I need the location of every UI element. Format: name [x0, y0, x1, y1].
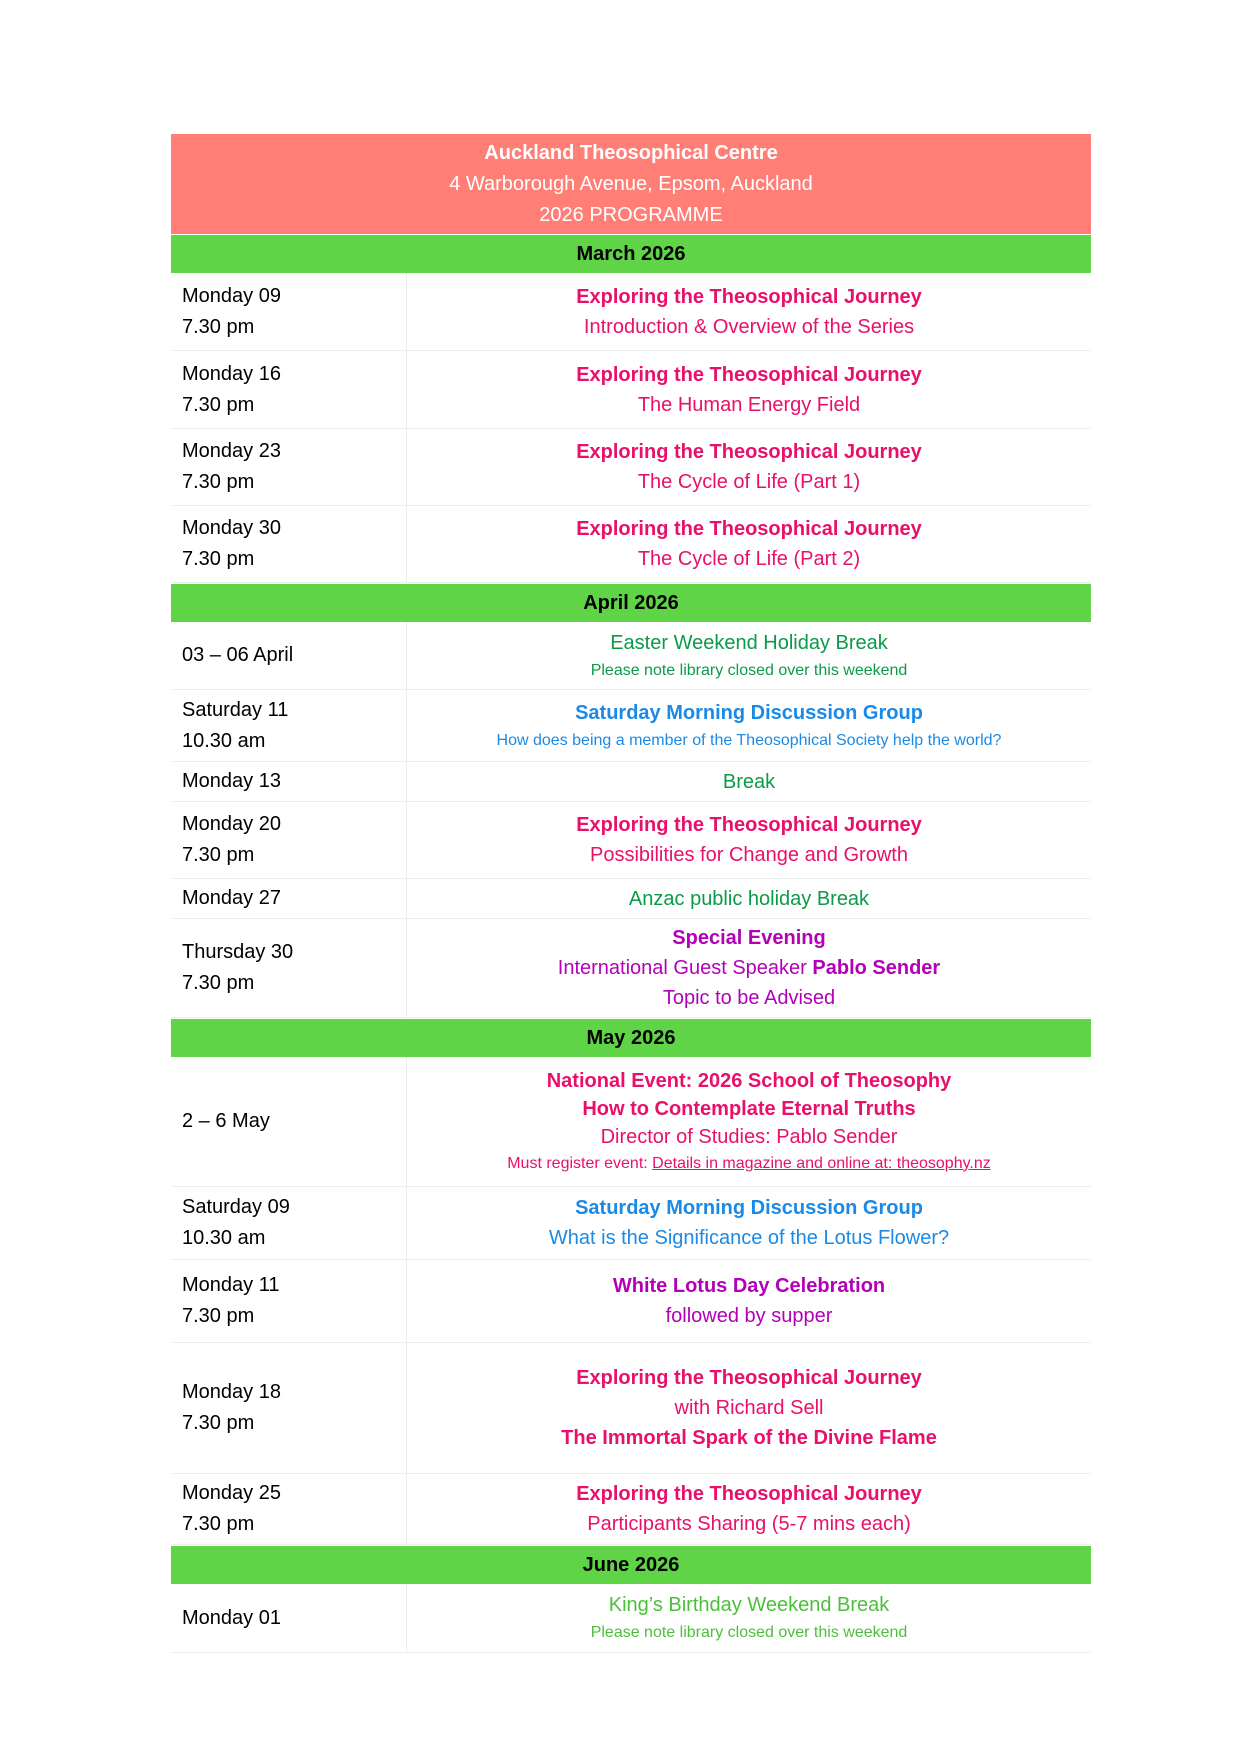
event-line	[613, 1271, 885, 1301]
event-line	[610, 628, 888, 658]
event-line	[591, 658, 908, 684]
month-header: March 2026	[171, 234, 1091, 273]
event-date-line: 10.30 am	[182, 729, 266, 752]
event-line	[609, 1590, 890, 1620]
event-details-cell	[407, 1057, 1091, 1186]
event-text: Introduction & Overview of the Series	[583, 315, 915, 338]
event-line	[629, 884, 869, 914]
event-date-cell	[171, 1260, 407, 1342]
event-line	[575, 698, 923, 728]
event-text: Director of Studies: Pablo Sender	[600, 1125, 898, 1148]
event-text: Please note library closed over this weekend	[590, 1624, 908, 1641]
event-text: followed by supper	[665, 1305, 833, 1327]
event-text: King’s Birthday Weekend Break	[608, 1594, 890, 1616]
event-text: National Event: 2026 School of Theosophy	[546, 1069, 952, 1092]
event-details-cell	[407, 1474, 1091, 1544]
event-line	[638, 467, 860, 497]
programme-table	[171, 134, 1091, 1653]
event-row	[171, 1343, 1091, 1474]
event-details-cell	[407, 1584, 1091, 1652]
event-date-line: Monday 09	[182, 284, 281, 307]
event-line	[576, 1363, 922, 1393]
event-date-line: 7.30 pm	[182, 471, 255, 493]
event-text: Anzac public holiday Break	[628, 887, 870, 910]
event-date-line: 7.30 pm	[182, 844, 255, 866]
event-line	[663, 983, 835, 1013]
event-details-cell	[407, 1187, 1091, 1259]
event-row	[171, 879, 1091, 919]
event-date-cell	[171, 762, 407, 801]
programme-title: 2026 PROGRAMME	[539, 203, 723, 226]
event-line	[547, 1067, 952, 1095]
event-date-line: Monday 18	[182, 1381, 281, 1403]
event-line	[576, 1479, 922, 1509]
event-row	[171, 1057, 1091, 1187]
event-text: The Cycle of Life (Part 1)	[637, 471, 861, 493]
event-details-cell	[407, 879, 1091, 918]
event-line	[591, 1620, 908, 1646]
event-row	[171, 919, 1091, 1018]
event-text: Easter Weekend Holiday Break	[610, 631, 888, 654]
event-date-cell	[171, 879, 407, 918]
event-line	[576, 810, 922, 840]
month-header: June 2026	[171, 1545, 1091, 1584]
event-row	[171, 622, 1091, 690]
details-link[interactable]: Details in magazine and online at: theosophy.nz	[652, 1154, 991, 1172]
event-line	[675, 1393, 824, 1423]
event-date-line: Monday 16	[182, 362, 281, 385]
event-line	[723, 767, 775, 797]
event-line	[601, 1123, 898, 1151]
event-date-line: 03 – 06 April	[182, 644, 294, 666]
event-text: Exploring the Theosophical Journey	[576, 1483, 922, 1505]
event-text: The Cycle of Life (Part 2)	[637, 548, 861, 570]
event-row	[171, 690, 1091, 762]
event-line	[549, 1223, 949, 1253]
event-date-cell	[171, 1343, 407, 1473]
event-date-line: Saturday 11	[182, 698, 289, 721]
event-date-cell	[171, 1584, 407, 1652]
event-text: How to Contemplate Eternal Truths	[582, 1097, 916, 1120]
event-date-cell	[171, 506, 407, 582]
event-date-line: 7.30 pm	[182, 315, 255, 338]
event-date-line: Monday 13	[182, 770, 281, 792]
event-date-line: Thursday 30	[182, 941, 294, 963]
event-text: Saturday Morning Discussion Group	[575, 1197, 923, 1219]
event-line	[576, 360, 922, 390]
event-date-cell	[171, 429, 407, 505]
event-row	[171, 506, 1091, 583]
programme-header	[171, 134, 1091, 234]
event-text: with Richard Sell	[674, 1397, 824, 1419]
event-date-line: 7.30 pm	[182, 972, 255, 994]
event-line	[638, 544, 860, 574]
event-date-line: 7.30 pm	[182, 1305, 255, 1327]
event-line	[666, 1301, 833, 1331]
event-text: Break	[722, 770, 776, 793]
event-date-line: 2 – 6 May	[182, 1110, 270, 1132]
centre-title: Auckland Theosophical Centre	[484, 141, 778, 164]
event-date-line: 7.30 pm	[182, 1513, 255, 1535]
event-date-line: Monday 25	[182, 1482, 281, 1504]
event-date-cell	[171, 802, 407, 878]
event-line	[507, 1151, 991, 1177]
event-date-cell	[171, 273, 407, 350]
event-details-cell	[407, 622, 1091, 689]
event-details-cell	[407, 429, 1091, 505]
event-date-line: Monday 27	[182, 887, 281, 909]
event-line	[558, 953, 940, 983]
event-details-cell	[407, 1343, 1091, 1473]
event-text: White Lotus Day Celebration	[612, 1275, 886, 1297]
event-date-line: Monday 01	[182, 1606, 281, 1629]
event-text: How does being a member of the Theosophical Society help the world?	[496, 731, 1002, 749]
event-row	[171, 1187, 1091, 1260]
event-text: Must register event:	[507, 1154, 653, 1172]
month-header: April 2026	[171, 583, 1091, 622]
event-details-cell	[407, 802, 1091, 878]
event-text: International Guest Speaker	[557, 957, 813, 979]
event-text: What is the Significance of the Lotus Flower?	[548, 1227, 950, 1249]
event-text: Exploring the Theosophical Journey	[576, 1367, 922, 1389]
event-date-line: 7.30 pm	[182, 393, 255, 416]
event-details-cell	[407, 919, 1091, 1017]
event-row	[171, 762, 1091, 802]
event-line	[576, 282, 922, 312]
event-date-line: Monday 30	[182, 517, 281, 539]
event-line	[584, 312, 914, 342]
event-text: Exploring the Theosophical Journey	[576, 441, 922, 463]
event-line	[576, 514, 922, 544]
event-row	[171, 273, 1091, 351]
event-date-cell	[171, 1474, 407, 1544]
event-date-cell	[171, 1057, 407, 1186]
event-text: Possibilities for Change and Growth	[590, 844, 908, 866]
event-text: Topic to be Advised	[662, 987, 836, 1009]
event-date-cell	[171, 351, 407, 428]
event-line	[561, 1423, 937, 1453]
event-details-cell	[407, 506, 1091, 582]
event-date-line: Saturday 09	[182, 1196, 290, 1218]
event-line	[575, 1193, 923, 1223]
event-date-line: Monday 23	[182, 440, 281, 462]
event-date-line: 7.30 pm	[182, 548, 255, 570]
event-date-line: Monday 11	[182, 1274, 280, 1296]
event-row	[171, 1474, 1091, 1545]
event-text: Saturday Morning Discussion Group	[575, 701, 923, 724]
event-date-cell	[171, 622, 407, 689]
event-line	[582, 1095, 915, 1123]
event-details-cell	[407, 273, 1091, 350]
event-line	[638, 390, 860, 420]
month-header: May 2026	[171, 1018, 1091, 1057]
event-line	[576, 437, 922, 467]
event-text: Exploring the Theosophical Journey	[576, 285, 922, 308]
event-line	[590, 840, 908, 870]
event-date-line: 10.30 am	[182, 1227, 266, 1249]
event-details-cell	[407, 351, 1091, 428]
event-details-cell	[407, 690, 1091, 761]
event-text: Pablo Sender	[812, 957, 941, 979]
event-text: The Human Energy Field	[637, 393, 861, 416]
event-date-line: Monday 20	[182, 813, 281, 835]
event-text: Exploring the Theosophical Journey	[576, 518, 922, 540]
event-line	[672, 923, 825, 953]
event-text: The Immortal Spark of the Divine Flame	[561, 1427, 937, 1449]
event-text: Exploring the Theosophical Journey	[576, 363, 922, 386]
event-row	[171, 351, 1091, 429]
event-text: Participants Sharing (5-7 mins each)	[587, 1513, 911, 1535]
centre-address: 4 Warborough Avenue, Epsom, Auckland	[449, 172, 813, 195]
event-row	[171, 429, 1091, 506]
event-text: Special Evening	[672, 927, 826, 949]
event-details-cell	[407, 762, 1091, 801]
event-date-cell	[171, 919, 407, 1017]
event-row	[171, 1260, 1091, 1343]
programme-body	[171, 234, 1091, 1653]
event-text: Please note library closed over this weekend	[590, 661, 908, 679]
event-line	[587, 1509, 910, 1539]
event-date-line: 7.30 pm	[182, 1412, 255, 1434]
event-text: Exploring the Theosophical Journey	[576, 814, 922, 836]
event-row	[171, 802, 1091, 879]
event-date-cell	[171, 1187, 407, 1259]
event-row	[171, 1584, 1091, 1653]
event-date-cell	[171, 690, 407, 761]
event-details-cell	[407, 1260, 1091, 1342]
event-line	[497, 728, 1002, 754]
